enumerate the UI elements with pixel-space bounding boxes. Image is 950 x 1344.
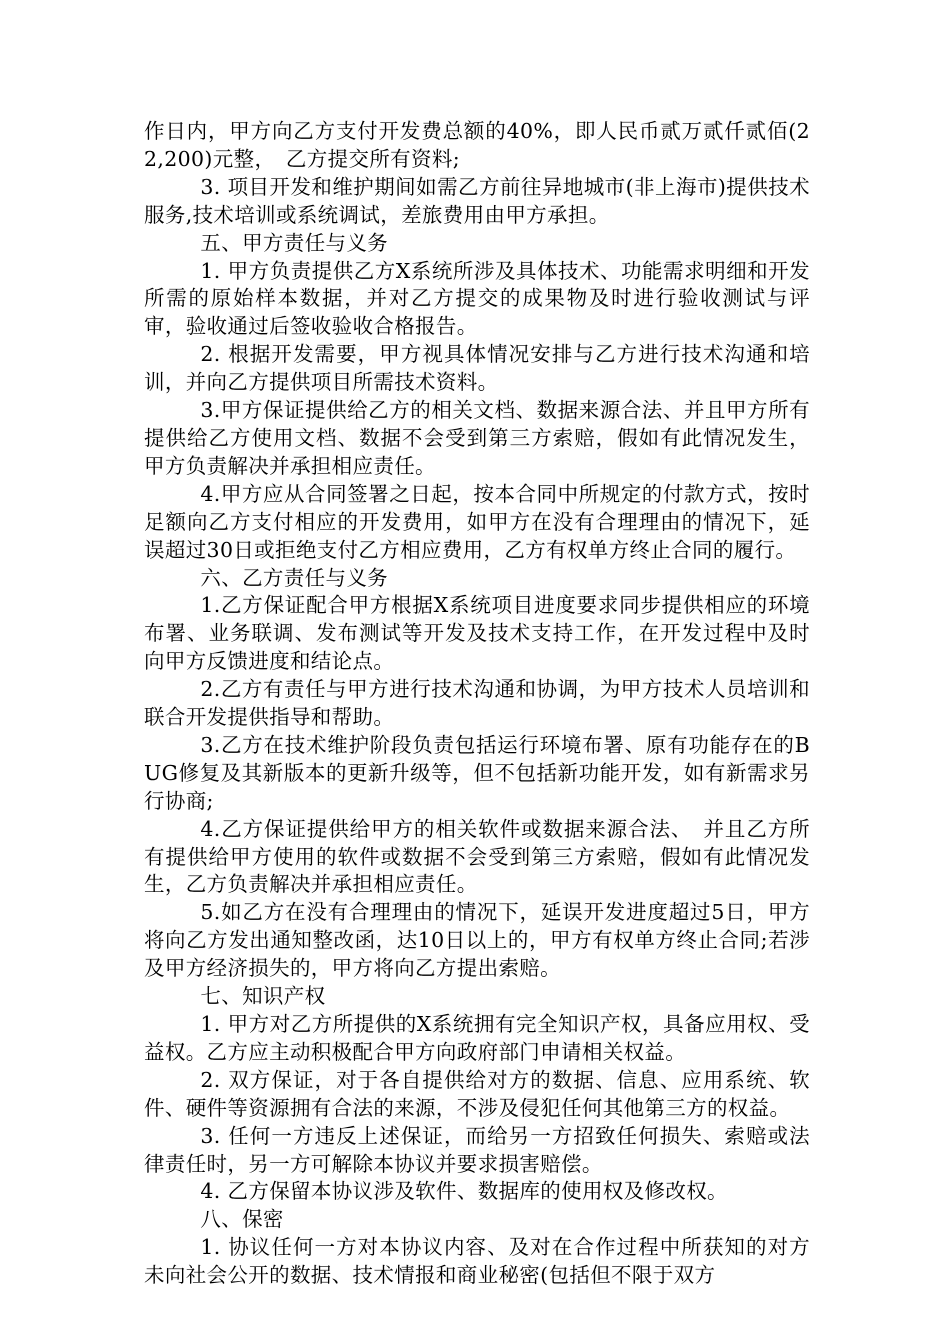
paragraph-confidentiality-1: 1. 协议任何一方对本协议内容、及对在合作过程中所获知的对方未向社会公开的数据、技术情报和商业秘密(包括但不限于双方 <box>144 1235 810 1288</box>
paragraph-travel-expenses: 3. 项目开发和维护期间如需乙方前往异地城市(非上海市)提供技术服务,技术培训或系统调试，差旅费用由甲方承担。 <box>144 174 810 227</box>
paragraph-a-duty-1: 1. 甲方负责提供乙方X系统所涉及具体技术、功能需求明细和开发所需的原始样本数据，并对乙方提交的成果物及时进行验收测试与评审，验收通过后签收验收合格报告。 <box>144 258 810 339</box>
paragraph-b-duty-2: 2.乙方有责任与甲方进行技术沟通和协调，为甲方技术人员培训和联合开发提供指导和帮助。 <box>144 677 810 730</box>
paragraph-b-duty-3: 3.乙方在技术维护阶段负责包括运行环境布署、原有功能存在的BUG修复及其新版本的更新升级等，但不包括新功能开发，如有新需求另行协商; <box>144 732 810 813</box>
paragraph-a-duty-3: 3.甲方保证提供给乙方的相关文档、数据来源合法、并且甲方所有提供给乙方使用文档、数据不会受到第三方索赔，假如有此情况发生，甲方负责解决并承担相应责任。 <box>144 398 810 478</box>
paragraph-ip-4: 4. 乙方保留本协议涉及软件、数据库的使用权及修改权。 <box>200 1179 728 1204</box>
paragraph-b-duty-4: 4.乙方保证提供给甲方的相关软件或数据来源合法、 并且乙方所有提供给甲方使用的软件或数据不会受到第三方索赔，假如有此情况发生，乙方负责解决并承担相应责任。 <box>144 816 810 897</box>
paragraph-a-duty-4: 4.甲方应从合同签署之日起，按本合同中所规定的付款方式，按时足额向乙方支付相应的开发费用，如甲方在没有合理理由的情况下，延误超过30日或拒绝支付乙方相应费用，乙方有权单方终止合同的履行。 <box>144 481 810 562</box>
paragraph-ip-3: 3. 任何一方违反上述保证，而给另一方招致任何损失、索赔或法律责任时，另一方可解除本协议并要求损害赔偿。 <box>144 1123 810 1176</box>
paragraph-payment-continued: 作日内，甲方向乙方支付开发费总额的40%，即人民币贰万贰仟贰佰(22,200)元整， 乙方提交所有资料; <box>144 119 810 171</box>
document-page <box>144 118 810 1290</box>
section-heading-confidentiality: 八、保密 <box>200 1207 284 1232</box>
paragraph-ip-1: 1. 甲方对乙方所提供的X系统拥有完全知识产权，具备应用权、受益权。乙方应主动积极配合甲方向政府部门申请相关权益。 <box>144 1012 810 1064</box>
section-heading-party-a-duties: 五、甲方责任与义务 <box>200 230 389 255</box>
paragraph-ip-2: 2. 双方保证，对于各自提供给对方的数据、信息、应用系统、软件、硬件等资源拥有合法的来源，不涉及侵犯任何其他第三方的权益。 <box>144 1067 810 1120</box>
paragraph-b-duty-1: 1.乙方保证配合甲方根据X系统项目进度要求同步提供相应的环境布署、业务联调、发布测试等开发及技术支持工作，在开发过程中及时向甲方反馈进度和结论点。 <box>144 593 810 674</box>
paragraph-a-duty-2: 2. 根据开发需要，甲方视具体情况安排与乙方进行技术沟通和培训，并向乙方提供项目所需技术资料。 <box>144 342 810 395</box>
section-heading-ip: 七、知识产权 <box>200 984 326 1009</box>
paragraph-b-duty-5: 5.如乙方在没有合理理由的情况下，延误开发进度超过5日，甲方将向乙方发出通知整改函，达10日以上的，甲方有权单方终止合同;若涉及甲方经济损失的，甲方将向乙方提出索赔。 <box>144 900 810 981</box>
section-heading-party-b-duties: 六、乙方责任与义务 <box>200 565 389 590</box>
